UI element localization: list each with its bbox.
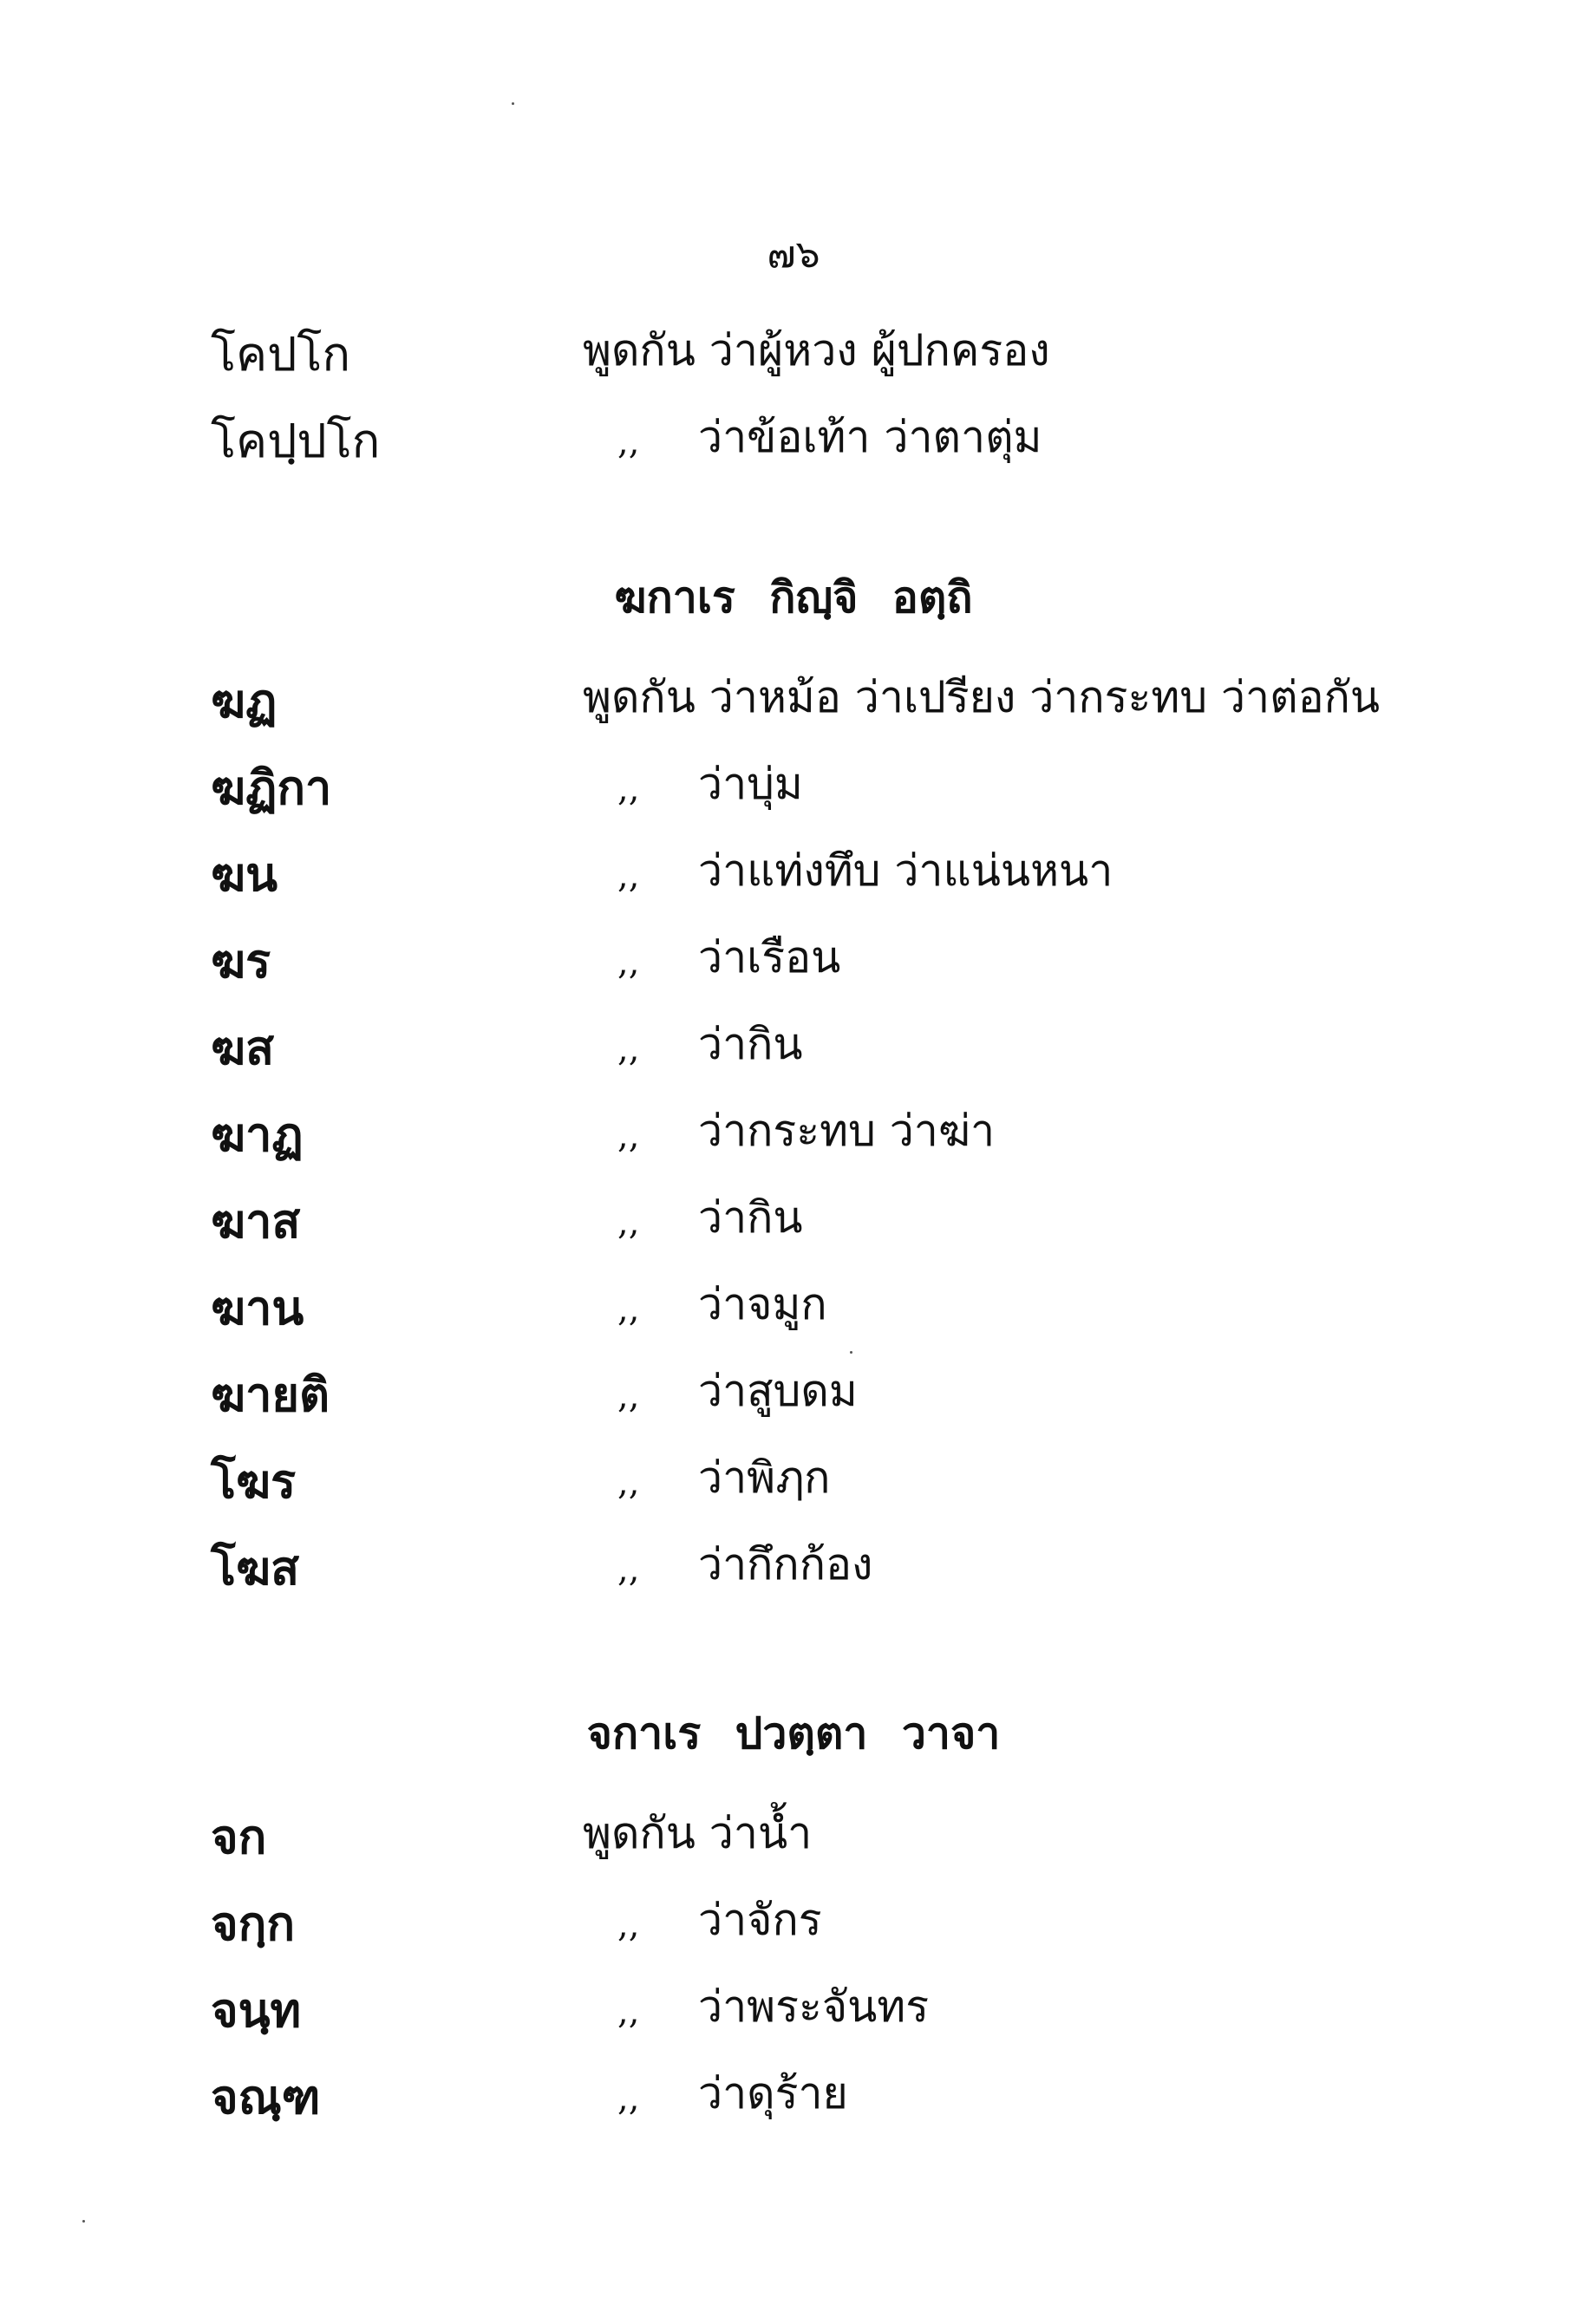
ditto-mark: ,, [617,856,640,896]
entry-meaning: ว่าสูบดม [698,1366,858,1416]
ditto-mark: ,, [617,1029,640,1069]
dictionary-entry [0,1973,1587,2051]
entry-meaning: ว่าจมูก [698,1279,827,1329]
entry-term: ฆร [211,933,271,989]
entry-meaning: ว่าพิฦก [698,1452,831,1503]
entry-meaning: ว่าแท่งทึบ ว่าแน่นหนา [698,845,1114,896]
entry-meaning: ว่ากึกก้อง [698,1539,873,1590]
ditto-mark: ,, [617,1203,640,1243]
entry-term: ฆฏิกา [211,760,332,815]
ditto-mark: ,, [617,1550,640,1590]
entry-term: ฆน [211,846,278,902]
dictionary-entry [0,663,1587,741]
entry-meaning-text: ว่าผู้หวง ผู้ปกครอง [709,325,1050,375]
dictionary-entry [0,317,1587,395]
entry-meaning: ว่ากระทบ ว่าฆ่า [698,1106,996,1156]
entry-term: โคปฺปโก [211,414,381,468]
entry-prefix: พูดกัน [583,1808,696,1858]
ditto-mark: ,, [617,1289,640,1329]
dictionary-entry [0,924,1587,1002]
dictionary-entry [0,837,1587,915]
entry-meaning [583,1799,812,1868]
entry-term: ฆาฏ [211,1107,304,1162]
dictionary-entry [0,750,1587,828]
dictionary-entry [0,1886,1587,1964]
entry-meaning: ว่ากิน [698,1019,803,1069]
entry-term: ฆาน [211,1280,304,1335]
dictionary-entry [0,1097,1587,1175]
entry-meaning: ว่าพระจันทร [698,1981,930,2032]
dictionary-entry [0,403,1587,481]
ditto-mark: ,, [617,1463,640,1503]
entry-meaning-text: ว่าหม้อ ว่าเปรียง ว่ากระทบ ว่าต่อกัน [709,672,1381,722]
dictionary-entry [0,1010,1587,1088]
entry-meaning: ว่าเรือน [698,932,841,982]
dictionary-entry [0,1799,1587,1877]
scan-speck [850,1351,852,1354]
entry-term: จกฺก [211,1896,296,1951]
entry-term: ฆส [211,1020,275,1075]
entry-meaning: ว่าดุร้าย [698,2068,848,2118]
dictionary-entry [0,1270,1587,1348]
entry-term: โฆร [211,1453,297,1509]
dictionary-entry [0,1444,1587,1522]
dictionary-entry [0,1531,1587,1609]
ditto-mark: ,, [617,1992,640,2032]
entry-term: จณฺฑ [211,2069,321,2125]
ditto-mark: ,, [617,769,640,809]
section-heading: จกาเร ปวตฺตา วาจา [586,1707,1001,1759]
page-number: ๗๖ [767,232,820,277]
entry-term: ฆฏ [211,673,278,728]
entry-meaning: ว่าข้อเท้า ว่าตาตุ่ม [698,412,1042,462]
ditto-mark: ,, [617,1116,640,1156]
entry-meaning [583,317,1050,385]
entry-prefix: พูดกัน [583,325,696,375]
ditto-mark: ,, [617,1905,640,1945]
dictionary-entry [0,1357,1587,1435]
entry-term: จก [211,1809,267,1864]
entry-meaning: ว่าบุ่ม [698,759,803,809]
dictionary-entry [0,2060,1587,2138]
ditto-mark: ,, [617,422,640,462]
entry-meaning-text: ว่าน้ำ [709,1808,813,1858]
scan-speck [82,2220,85,2223]
ditto-mark: ,, [617,2079,640,2118]
scan-speck [512,102,514,105]
section-heading: ฆกาเร กิญฺจิ อตฺถิ [614,571,973,623]
entry-meaning [583,663,1380,732]
entry-prefix: พูดกัน [583,672,696,722]
ditto-mark: ,, [617,1376,640,1416]
entry-meaning: ว่าจักร [698,1895,822,1945]
entry-term: โคปโก [211,327,351,382]
ditto-mark: ,, [617,943,640,982]
dictionary-entry [0,1184,1587,1262]
entry-term: จนฺท [211,1982,302,2038]
entry-term: โฆส [211,1540,300,1596]
entry-term: ฆาส [211,1193,301,1249]
entry-meaning: ว่ากิน [698,1192,803,1243]
entry-term: ฆายติ [211,1367,330,1422]
